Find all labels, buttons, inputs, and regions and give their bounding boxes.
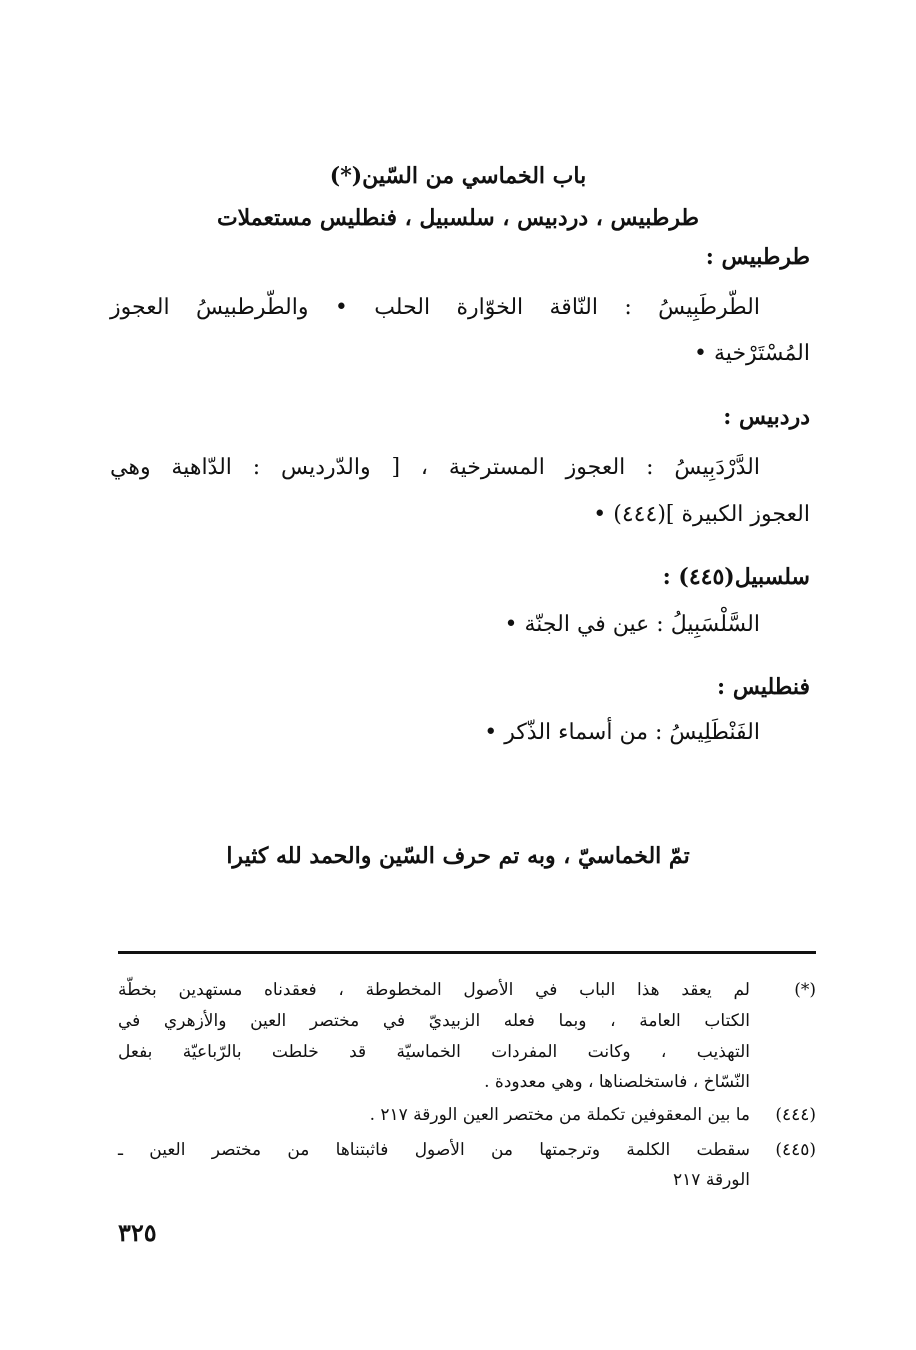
entry-text-line: المُسْتَرْخية • bbox=[694, 341, 810, 366]
footnote-marker: (٤٤٥) bbox=[775, 1140, 816, 1160]
entry-text-line: الدَّرْدَبِيسُ : العجوز المسترخية ، [ والدّرديس : الدّاهية وهي bbox=[110, 455, 760, 480]
entry-heading: سلسبيل(٤٤٥) : bbox=[662, 564, 810, 590]
chapter-word-list: طرطبيس ، دردبيس ، سلسبيل ، فنطليس مستعملات bbox=[216, 205, 700, 231]
entry-text-line: الفَنْطَلِيسُ : من أسماء الذّكر • bbox=[484, 720, 760, 745]
entry-text-line: الطّرطَبِيسُ : النّاقة الخوّارة الحلب • والطّرطبيسُ العجوز bbox=[110, 295, 760, 320]
footnote-text-line: التهذيب ، وكانت المفردات الخماسيّة قد خلطت بالرّباعيّة بفعل bbox=[118, 1042, 750, 1062]
entry-text-line: العجوز الكبيرة ](٤٤٤) • bbox=[593, 502, 810, 527]
footnote-text-line: سقطت الكلمة وترجمتها من الأصول فاثبتناها من مختصر العين ـ bbox=[118, 1140, 750, 1160]
footnote-text-line: الورقة ٢١٧ bbox=[673, 1170, 750, 1190]
page-number: ٣٢٥ bbox=[118, 1218, 157, 1247]
footnote-text-line: الكتاب العامة ، وبما فعله الزبيديّ في مختصر العين والأزهري في bbox=[118, 1011, 750, 1031]
footnote-marker: (٤٤٤) bbox=[775, 1105, 816, 1125]
footnote-separator bbox=[118, 951, 816, 954]
closing-line: تمّ الخماسيّ ، وبه تم حرف السّين والحمد لله كثيرا bbox=[226, 843, 690, 869]
footnote-text-line: ما بين المعقوفين تكملة من مختصر العين الورقة ٢١٧ . bbox=[369, 1105, 750, 1125]
chapter-title: باب الخماسي من السّين(*) bbox=[329, 163, 587, 189]
footnote-text-line: النّسّاخ ، فاستخلصناها ، وهي معدودة . bbox=[484, 1072, 750, 1092]
entry-heading: طرطبيس : bbox=[705, 244, 810, 270]
entry-heading: فنطليس : bbox=[717, 674, 810, 700]
entry-text-line: السَّلْسَبِيلُ : عين في الجنّة • bbox=[504, 612, 760, 637]
footnote-marker: (*) bbox=[794, 980, 816, 1000]
footnote-text-line: لم يعقد هذا الباب في الأصول المخطوطة ، فعقدناه مستهدين بخطّة bbox=[118, 980, 750, 1000]
entry-heading: دردبيس : bbox=[723, 404, 810, 430]
